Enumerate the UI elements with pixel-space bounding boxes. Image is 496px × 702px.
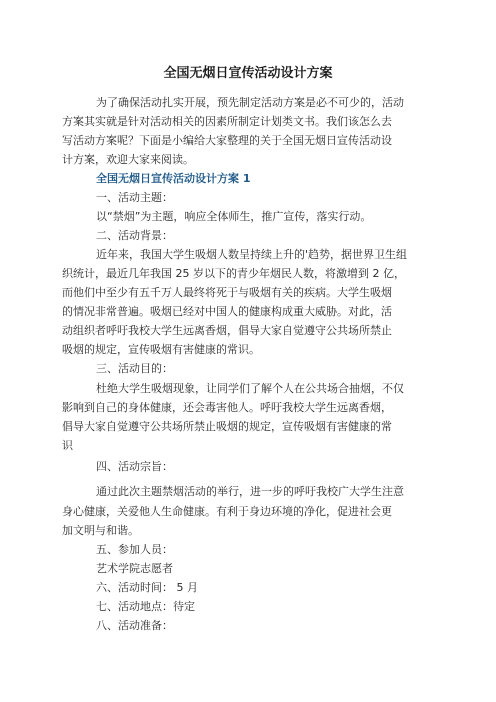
body-line: 动组织者呼吁我校大学生远离香烟，倡导大家自觉遵守公共场所禁止 [62,324,392,337]
heading-theme: 一、活动主题： [96,191,173,204]
body-line: 杜绝大学生吸烟现象，让同学们了解个人在公共场合抽烟，不仅 [96,382,404,395]
heading-participants: 五、参加人员： [96,543,173,556]
intro-line: 写活动方案呢？下面是小编给大家整理的关于全国无烟日宣传活动设 [62,134,392,147]
heading-location: 七、活动地点：待定 [96,600,195,613]
body-line: 识 [62,439,73,452]
body-line: 通过此次主题禁烟活动的举行，进一步的呼吁我校广大学生注意 [96,485,404,498]
intro-line: 为了确保活动扎实开展，预先制定活动方案是必不可少的，活动 [96,96,404,109]
body-line: 加文明与和谐。 [62,524,139,537]
body-line: 近年来，我国大学生吸烟人数呈持续上升的'趋势，据世界卫生组 [96,248,408,261]
body-line: 艺术学院志愿者 [96,562,173,575]
document-title: 全国无烟日宣传活动设计方案 [163,66,333,81]
heading-background: 二、活动背景： [96,229,173,242]
body-line: 影响到自己的身体健康，还会毒害他人。呼吁我校大学生远离香烟， [62,401,392,414]
body-line: 而他们中至少有五千万人最终将死于与吸烟有关的疾病。大学生吸烟 [62,286,392,299]
intro-line: 方案其实就是针对活动相关的因素所制定计划类文书。我们该怎么去 [62,115,392,128]
body-line: 倡导大家自觉遵守公共场所禁止吸烟的规定，宣传吸烟有害健康的常 [62,420,392,433]
heading-aim: 四、活动宗旨： [96,460,173,473]
body-line: 以“禁烟”为主题，响应全体师生，推广宣传，落实行动。 [96,210,372,223]
heading-preparation: 八、活动准备： [96,619,173,632]
body-line: 的情况非常普遍。吸烟已经对中国人的健康构成重大威胁。对此，活 [62,305,392,318]
section-title: 全国无烟日宣传活动设计方案 1 [96,172,251,185]
heading-time: 六、活动时间： 5 月 [96,581,198,594]
intro-line: 计方案，欢迎大家来阅读。 [62,153,194,166]
body-line: 吸烟的规定，宣传吸烟有害健康的常识。 [62,343,260,356]
heading-purpose: 三、活动目的： [96,362,173,375]
body-line: 织统计，最近几年我国 25 岁以下的青少年烟民人数，将激增到 2 亿， [62,267,405,280]
body-line: 身心健康，关爱他人生命健康。有利于身边环境的净化，促进社会更 [62,505,392,518]
